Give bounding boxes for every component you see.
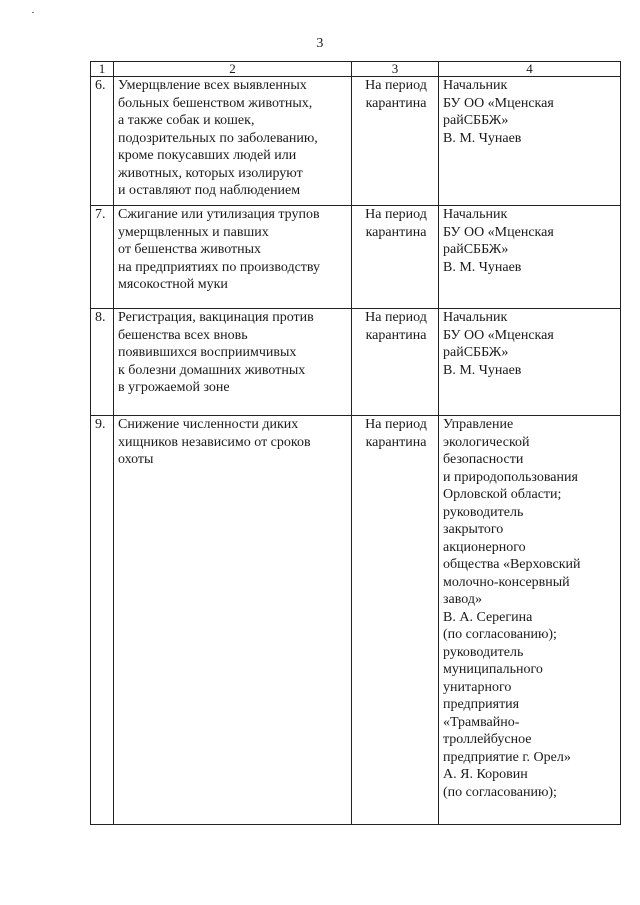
measure-cell (114, 206, 352, 309)
responsible-line: руководитель (443, 504, 524, 520)
measure-cell (114, 309, 352, 416)
responsible-cell (439, 416, 621, 825)
period-cell (352, 309, 439, 416)
period-line: На период (365, 207, 427, 222)
measure-line: животных, которых изолируют (118, 165, 303, 181)
measure-cell (114, 416, 352, 825)
responsible-line: «Трамвайно- (443, 714, 520, 730)
measure-line: бешенства всех вновь (118, 327, 248, 343)
period-line: На период (365, 78, 427, 93)
responsible-line: закрытого (443, 522, 504, 537)
responsible-line: Начальник (443, 310, 508, 325)
measure-line: Сжигание или утилизация трупов (118, 207, 320, 222)
responsible-line: В. М. Чунаев (443, 259, 522, 275)
measure-cell (114, 77, 352, 206)
measure-line: умерщвленных и павших (118, 224, 269, 240)
responsible-line: БУ ОО «Мценская (443, 224, 554, 240)
measure-line: больных бешенством животных, (118, 95, 313, 111)
measure-line: и оставляют под наблюдением (118, 183, 301, 198)
period-line: На период (365, 417, 427, 432)
responsible-line: Начальник (443, 207, 508, 222)
responsible-line: руководитель (443, 644, 524, 660)
column-header-number: 1 (91, 62, 114, 77)
period-cell (352, 206, 439, 309)
row-number: 6. (91, 77, 114, 206)
responsible-line: В. А. Серегина (443, 609, 533, 625)
responsible-line: предприятие г. Орел» (443, 749, 571, 765)
measure-line: хищников независимо от сроков (118, 434, 311, 450)
period-line: карантина (365, 224, 427, 240)
table-row (91, 309, 621, 416)
responsible-cell (439, 77, 621, 206)
responsible-line: райСББЖ» (443, 345, 509, 360)
period-line: карантина (365, 95, 427, 111)
measure-line: на предприятиях по производству (118, 259, 321, 275)
responsible-line: В. М. Чунаев (443, 362, 522, 378)
responsible-line: Орловской области; (443, 487, 562, 502)
responsible-cell (439, 206, 621, 309)
page-number: 3 (316, 36, 324, 51)
responsible-line: предприятия (443, 697, 520, 712)
responsible-line: общества «Верховский (443, 557, 581, 572)
table-header-row (91, 62, 621, 77)
responsible-line: райСББЖ» (443, 113, 509, 128)
measure-line: в угрожаемой зоне (118, 380, 230, 395)
measure-line: к болезни домашних животных (118, 362, 306, 378)
table-row (91, 416, 621, 825)
measure-line: появившихся восприимчивых (118, 345, 297, 360)
row-number: 7. (91, 206, 114, 309)
column-header-measure: 2 (114, 62, 352, 77)
responsible-line: В. М. Чунаев (443, 130, 522, 146)
period-cell (352, 416, 439, 825)
responsible-line: муниципального (443, 662, 543, 677)
responsible-cell (439, 309, 621, 416)
responsible-line: завод» (443, 592, 482, 607)
measure-line: мясокостной муки (118, 277, 228, 292)
column-header-responsible: 4 (439, 62, 621, 77)
responsible-line: акционерного (443, 539, 526, 555)
measure-line: кроме покусавших людей или (118, 148, 297, 163)
measures-table (90, 61, 621, 825)
responsible-line: троллейбусное (443, 732, 532, 747)
responsible-line: молочно-консервный (443, 574, 570, 590)
responsible-line: райСББЖ» (443, 242, 509, 257)
table-row (91, 77, 621, 206)
period-line: карантина (365, 434, 427, 450)
row-number: 9. (91, 416, 114, 825)
period-line: карантина (365, 327, 427, 343)
responsible-line: (по согласованию); (443, 784, 557, 800)
responsible-line: БУ ОО «Мценская (443, 327, 554, 343)
responsible-line: Начальник (443, 78, 508, 93)
measure-line: от бешенства животных (118, 242, 262, 257)
measure-line: а также собак и кошек, (118, 113, 255, 128)
measure-line: Снижение численности диких (118, 417, 299, 432)
period-cell (352, 77, 439, 206)
row-number: 8. (91, 309, 114, 416)
responsible-line: Управление (443, 417, 514, 432)
responsible-line: (по согласованию); (443, 627, 557, 642)
responsible-line: БУ ОО «Мценская (443, 95, 554, 111)
scan-artifact (32, 12, 34, 13)
measure-line: Регистрация, вакцинация против (118, 310, 314, 325)
column-header-period: 3 (352, 62, 439, 77)
responsible-line: и природопользования (443, 469, 578, 485)
responsible-line: унитарного (443, 679, 512, 695)
period-line: На период (365, 310, 427, 325)
measure-line: Умерщвление всех выявленных (118, 78, 307, 93)
responsible-line: А. Я. Коровин (443, 767, 528, 782)
responsible-line: безопасности (443, 452, 524, 467)
measure-line: подозрительных по заболеванию, (118, 130, 318, 146)
table-row (91, 206, 621, 309)
measure-line: охоты (118, 452, 154, 467)
responsible-line: экологической (443, 434, 530, 450)
